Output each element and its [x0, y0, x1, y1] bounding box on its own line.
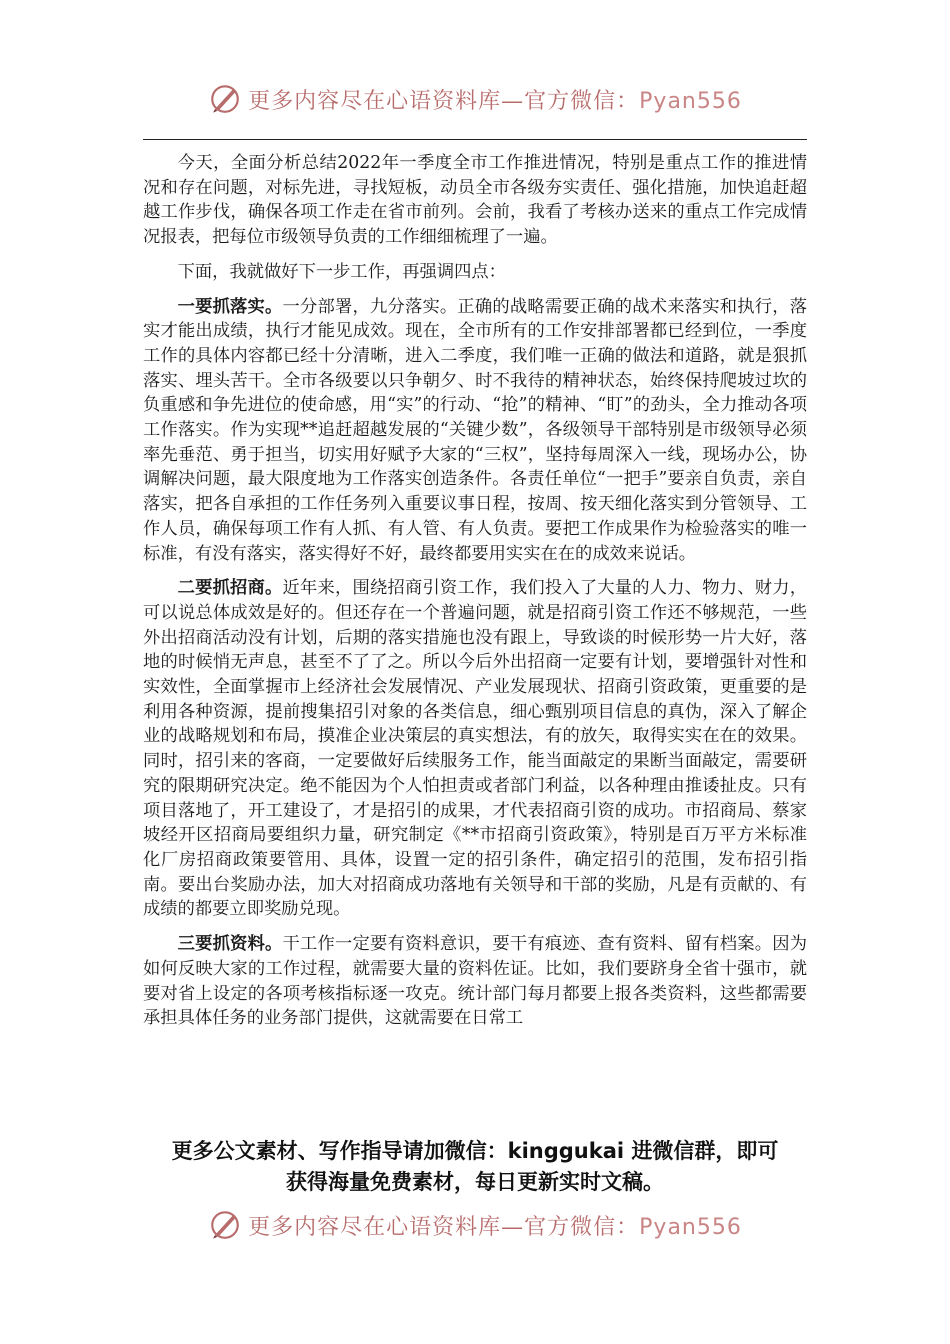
header-wechat-id: Pyan556	[639, 88, 742, 114]
document-body	[143, 151, 807, 1041]
promo-line-2: 获得海量免费素材，每日更新实时文稿。	[286, 1170, 664, 1194]
paragraph-point-3: 三要抓资料。干工作一定要有资料意识，要干有痕迹、查有资料、留有档案。因为如何反映大家的工作过程，就需要大量的资料佐证。比如，我们要跻身全省十强市，就要对省上设定的各项考核指标逐一攻克。统计部门每月都要上报各类资料，这些都需要承担具体任务的业务部门提供，这就需要在日常工	[143, 934, 807, 1029]
promo-line-1: 更多公文素材、写作指导请加微信：kinggukai 进微信群，即可	[171, 1139, 779, 1163]
footer-banner	[0, 1208, 950, 1242]
point-1-heading: 一要抓落实。	[177, 296, 283, 317]
header-divider	[143, 139, 807, 140]
pen-logo-icon	[208, 1208, 242, 1242]
paragraph-point-2: 二要抓招商。近年来，围绕招商引资工作，我们投入了大量的人力、物力、财力，可以说总体成效是好的。但还存在一个普遍问题，就是招商引资工作还不够规范，一些外出招商活动没有计划，后期的落实措施也没有跟上，导致谈的时候形势一片大好，落地的时候悄无声息，甚至不了了之。所以今后外出招商一定要有计划，要增强针对性和实效性，全面掌握市上经济社会发展情况、产业发展现状、招商引资政策，更重要的是利用各种资源，提前搜集招引对象的各类信息，细心甄别项目信息的真伪，深入了解企业的战略规划和布局，摸准企业决策层的真实想法，有的放矢，取得实实在在的效果。同时，招引来的客商，一定要做好后续服务工作，能当面敲定的果断当面敲定，需要研究的限期研究决定。绝不能因为个人怕担责或者部门利益，以各种理由推诿扯皮。只有项目落地了，开工建设了，才是招引的成果，才代表招商引资的成功。市招商局、蔡家坡经开区招商局要组织力量，研究制定《**市招商引资政策》，特别是百万平方米标准化厂房招商政策要管用、具体，设置一定的招引条件，确定招引的范围，发布招引指南。要出台奖励办法，加大对招商成功落地有关领导和干部的奖励，凡是有贡献的、有成绩的都要立即奖励兑现。	[143, 578, 807, 920]
promo-notice	[0, 1136, 950, 1198]
point-3-heading: 三要抓资料。	[177, 934, 283, 955]
pen-logo-icon	[208, 82, 242, 116]
point-2-heading: 二要抓招商。	[177, 578, 283, 599]
paragraph-transition: 下面，我就做好下一步工作，再强调四点：	[177, 261, 506, 282]
paragraph-intro: 今天，全面分析总结2022年一季度全市工作推进情况，特别是重点工作的推进情况和存在问题，对标先进，寻找短板，动员全市各级夯实责任、强化措施，加快追赶超越工作步伐，确保各项工作走在省市前列。会前，我看了考核办送来的重点工作完成情况报表，把每位市级领导负责的工作细细梳理了一遍。	[143, 153, 807, 248]
header-banner-text: 更多内容尽在心语资料库—官方微信：Pyan556	[248, 88, 742, 114]
footer-banner-text: 更多内容尽在心语资料库—官方微信：Pyan556	[248, 1214, 742, 1240]
paragraph-point-1: 一要抓落实。一分部署，九分落实。正确的战略需要正确的战术来落实和执行，落实才能出成绩，执行才能见成效。现在，全市所有的工作安排部署都已经到位，一季度工作的具体内容都已经十分清晰，进入二季度，我们唯一正确的做法和道路，就是狠抓落实、埋头苦干。全市各级要以只争朝夕、时不我待的精神状态，始终保持爬坡过坎的负重感和争先进位的使命感，用“实”的行动、“抢”的精神、“盯”的劲头，全力推动各项工作落实。作为实现**追赶超越发展的“关键少数”，各级领导干部特别是市级领导必须率先垂范、勇于担当，切实用好赋予大家的“三权”，坚持每周深入一线，现场办公，协调解决问题，最大限度地为工作落实创造条件。各责任单位“一把手”要亲自负责，亲自落实，把各自承担的工作任务列入重要议事日程，按周、按天细化落实到分管领导、工作人员，确保每项工作有人抓、有人管、有人负责。要把工作成果作为检验落实的唯一标准，有没有落实，落实得好不好，最终都要用实实在在的成效来说话。	[143, 296, 807, 564]
footer-wechat-id: Pyan556	[639, 1214, 742, 1240]
header-banner	[0, 82, 950, 116]
